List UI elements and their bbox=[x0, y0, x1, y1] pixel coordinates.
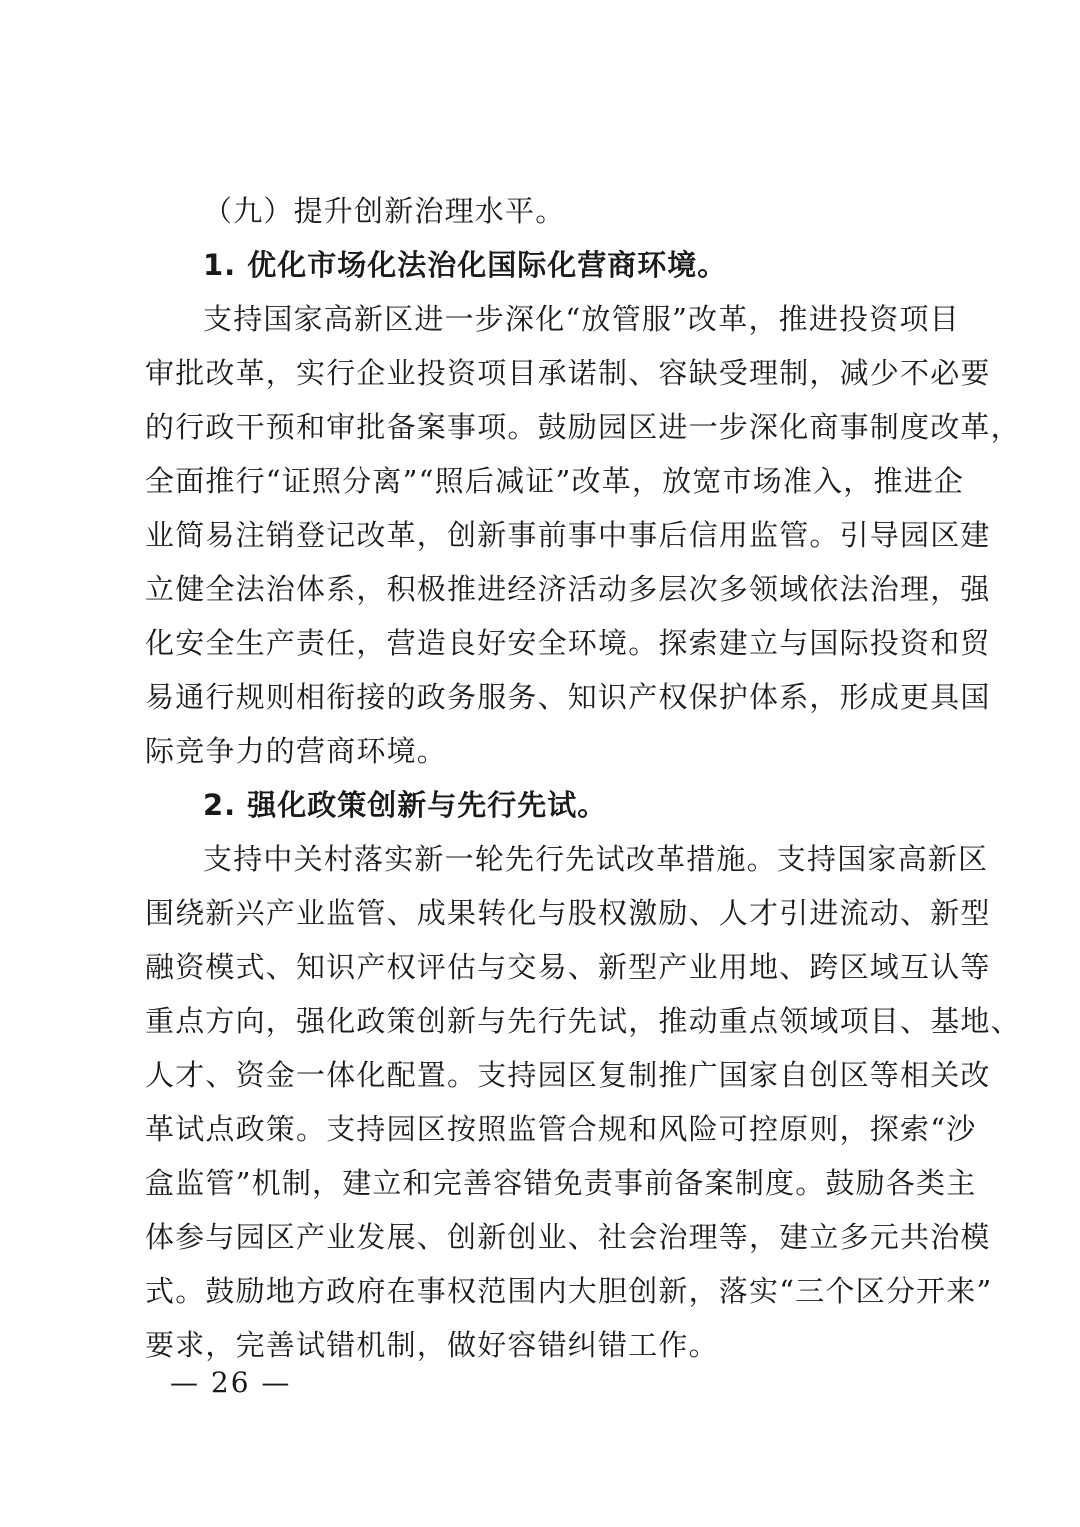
paragraph-2-line: 支持中关村落实新一轮先行先试改革措施。支持国家高新区 bbox=[203, 842, 989, 876]
document-body bbox=[145, 184, 1021, 1372]
paragraph-1-line: 易通行规则相衔接的政务服务、知识产权保护体系，形成更具国 bbox=[145, 680, 991, 714]
paragraph-1-line: 支持国家高新区进一步深化“放管服”改革，推进投资项目 bbox=[203, 302, 960, 336]
paragraph-2-line: 融资模式、知识产权评估与交易、新型产业用地、跨区域互认等 bbox=[145, 950, 991, 984]
subsection-title-1: 1. 优化市场化法治化国际化营商环境。 bbox=[203, 248, 728, 282]
paragraph-1-line: 业简易注销登记改革，创新事前事中事后信用监管。引导园区建 bbox=[145, 518, 991, 552]
paragraph-2-line: 重点方向，强化政策创新与先行先试，推动重点领域项目、基地、 bbox=[145, 1004, 1021, 1038]
paragraph-1-line: 全面推行“证照分离”“照后减证”改革，放宽市场准入，推进企 bbox=[145, 464, 965, 498]
paragraph-1-line: 的行政干预和审批备案事项。鼓励园区进一步深化商事制度改革， bbox=[145, 410, 1021, 444]
paragraph-2-line: 人才、资金一体化配置。支持园区复制推广国家自创区等相关改 bbox=[145, 1058, 991, 1092]
paragraph-2-line: 盒监管”机制，建立和完善容错免责事前备案制度。鼓励各类主 bbox=[145, 1166, 977, 1200]
subsection-title-2: 2. 强化政策创新与先行先试。 bbox=[203, 788, 608, 822]
section-heading: （九）提升创新治理水平。 bbox=[203, 194, 566, 228]
paragraph-2-line: 要求，完善试错机制，做好容错纠错工作。 bbox=[145, 1328, 719, 1362]
paragraph-1-line: 审批改革，实行企业投资项目承诺制、容缺受理制，减少不必要 bbox=[145, 356, 991, 390]
paragraph-1-line: 化安全生产责任，营造良好安全环境。探索建立与国际投资和贸 bbox=[145, 626, 991, 660]
paragraph-2-line: 式。鼓励地方政府在事权范围内大胆创新，落实“三个区分开来” bbox=[145, 1274, 993, 1308]
paragraph-2-line: 围绕新兴产业监管、成果转化与股权激励、人才引进流动、新型 bbox=[145, 896, 991, 930]
paragraph-2-line: 体参与园区产业发展、创新创业、社会治理等，建立多元共治模 bbox=[145, 1220, 991, 1254]
page-number: — 26 — bbox=[170, 1366, 292, 1399]
paragraph-1-line: 立健全法治体系，积极推进经济活动多层次多领域依法治理，强 bbox=[145, 572, 991, 606]
paragraph-2-line: 革试点政策。支持园区按照监管合规和风险可控原则，探索“沙 bbox=[145, 1112, 977, 1146]
paragraph-1-line: 际竞争力的营商环境。 bbox=[145, 734, 448, 768]
